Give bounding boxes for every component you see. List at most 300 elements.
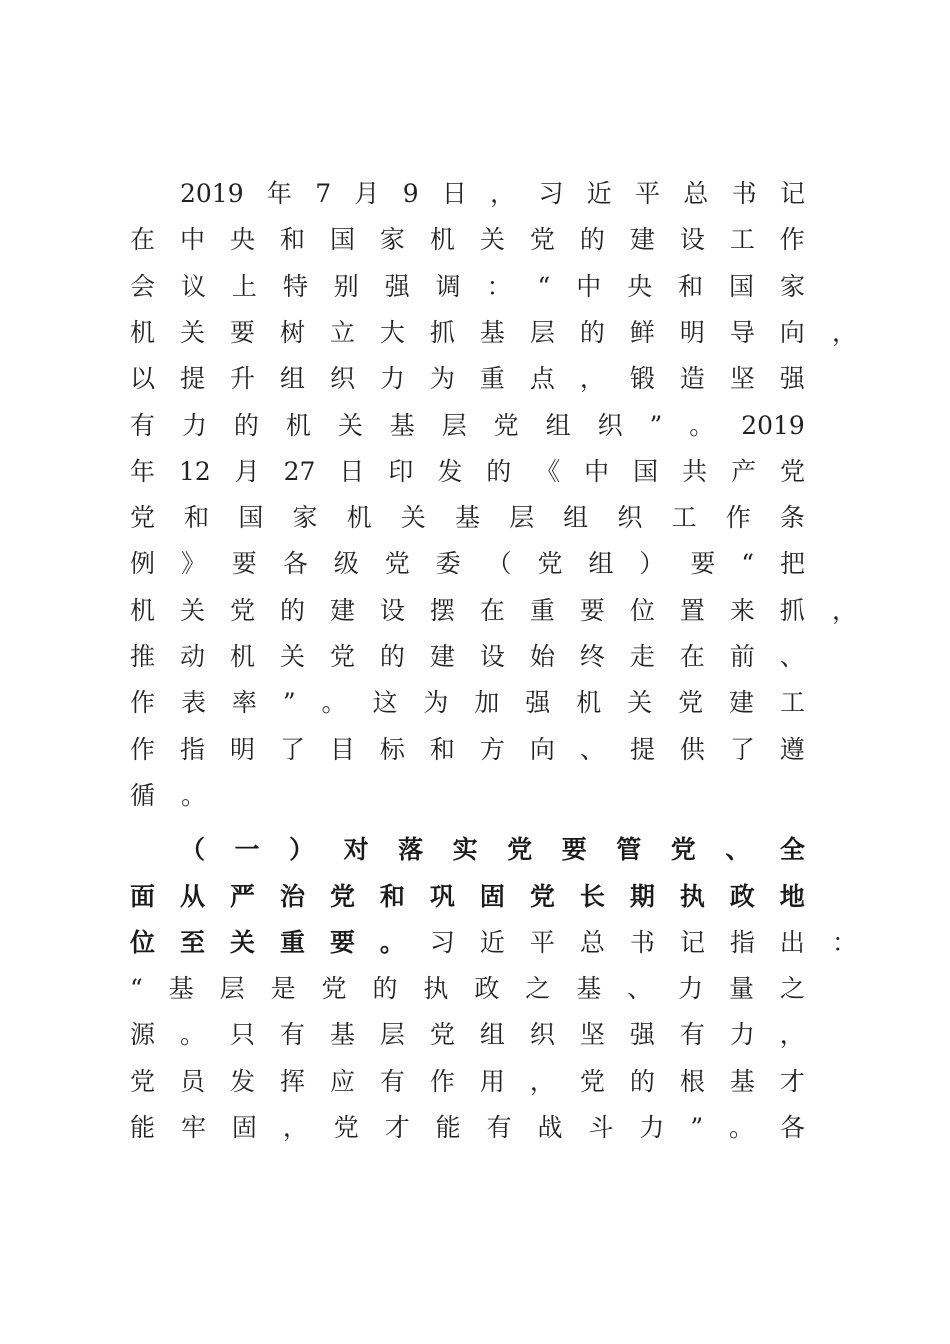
text-char: 作 (725, 503, 751, 533)
hanging-punctuation: ， (832, 595, 858, 625)
text-char: 党 (529, 881, 555, 911)
text-char: 对 (343, 835, 369, 865)
text-char: 书 (629, 927, 655, 957)
text-char: 前 (729, 642, 755, 671)
text-char: 工 (729, 225, 755, 255)
text-char: 和 (379, 881, 405, 911)
text-char: 党 (493, 410, 519, 440)
text-char: 发 (229, 1066, 255, 1096)
text-char: 严 (229, 881, 255, 911)
text-char: “ (741, 549, 755, 579)
text-char: 作 (779, 225, 805, 255)
text-char: 党 (130, 503, 156, 533)
text-char: 党 (130, 1066, 156, 1096)
text-char: 设 (379, 595, 405, 625)
text-char: 指 (729, 927, 755, 957)
text-char: 走 (629, 642, 655, 671)
text-char: 落 (398, 835, 424, 865)
text-char: 日 (441, 179, 467, 208)
text-char: 年 (266, 179, 292, 208)
text-char: 提 (179, 364, 205, 394)
text-char: 的 (579, 225, 605, 255)
text-char: 的 (579, 317, 605, 347)
text-char: 记 (779, 179, 805, 208)
text-char: 基 (479, 317, 505, 347)
text-char: 大 (379, 317, 405, 347)
text-char: 总 (579, 927, 605, 957)
text-char: 党 (579, 1066, 605, 1096)
text-char: 源 (130, 1020, 156, 1050)
text-char: 家 (779, 271, 805, 301)
text-char: 书 (731, 179, 757, 208)
text-char: 强 (629, 1020, 655, 1050)
text-char: 级 (333, 549, 359, 579)
text-char: ” (649, 410, 663, 440)
text-char: 的 (379, 642, 405, 671)
text-char: 机 (429, 225, 455, 255)
text-char: 。 (379, 927, 405, 957)
text-char: 至 (179, 927, 205, 957)
text-char: 明 (229, 734, 255, 764)
text-char: 用 (479, 1066, 505, 1096)
text-char: 固 (479, 881, 505, 911)
text-char: 党 (537, 549, 563, 579)
text-char: 加 (474, 688, 500, 718)
text-char: 这 (372, 688, 398, 718)
text-char: 组 (479, 1020, 505, 1050)
text-char: 月 (234, 456, 260, 486)
text-char: 执 (423, 974, 449, 1004)
hanging-punctuation: ， (832, 317, 858, 347)
text-char: 记 (679, 927, 705, 957)
text-char: 会 (130, 271, 156, 301)
text-char: 是 (270, 974, 296, 1004)
text-char: 总 (683, 179, 709, 208)
text-char: 始 (529, 642, 555, 671)
text-char: 党 (529, 225, 555, 255)
text-char: 把 (779, 549, 805, 579)
text-char: 力 (379, 364, 405, 394)
text-char: 为 (423, 688, 449, 718)
text-char: 巩 (429, 881, 455, 911)
text-char: 家 (379, 225, 405, 255)
text-char: 党 (229, 595, 255, 625)
text-char: 家 (292, 503, 318, 533)
text-char: 建 (629, 225, 655, 255)
text-char: 全 (779, 835, 805, 865)
text-char: 要 (561, 835, 587, 865)
text-char: 治 (279, 881, 305, 911)
text-char: ） (639, 549, 665, 579)
text-char: 之 (779, 974, 805, 1004)
text-char: 2019 (741, 410, 805, 440)
text-char: 关 (400, 503, 426, 533)
text-char: 党 (321, 974, 347, 1004)
text-char: 推 (130, 642, 156, 671)
text-char: 党 (329, 642, 355, 671)
text-char: 印 (388, 456, 414, 486)
text-line (130, 500, 805, 536)
text-char: 表 (180, 688, 206, 718)
text-char: 国 (329, 225, 355, 255)
text-char: 党 (429, 1020, 455, 1050)
text-line (130, 639, 805, 675)
text-char: ， (490, 179, 516, 208)
text-char: ： (486, 271, 512, 301)
text-char: 摆 (429, 595, 455, 625)
text-char: 关 (337, 410, 363, 440)
text-char: 《 (535, 456, 561, 486)
text-char: 层 (219, 974, 245, 1004)
text-char: ， (779, 1020, 805, 1050)
text-char: 中 (576, 271, 602, 301)
text-char: 党 (779, 456, 805, 486)
text-char: 要 (229, 317, 255, 347)
text-char: 在 (130, 225, 156, 255)
text-char: 应 (329, 1066, 355, 1096)
text-char: 牢 (180, 1113, 206, 1142)
text-char: 遵 (779, 734, 805, 764)
text-char: 平 (635, 179, 661, 208)
text-line (130, 1110, 805, 1146)
text-char: 斗 (588, 1113, 614, 1142)
text-char: 有 (130, 410, 156, 440)
text-char: 平 (529, 927, 555, 957)
text-char: 地 (779, 881, 805, 911)
text-char: 为 (429, 364, 455, 394)
text-char: 率 (231, 688, 257, 718)
text-char: 来 (729, 595, 755, 625)
text-char: 条 (779, 503, 805, 533)
text-char: 例 (130, 549, 156, 579)
text-char: 关 (229, 927, 255, 957)
text-char: 面 (130, 881, 156, 911)
text-char: 基 (729, 1066, 755, 1096)
text-char: 要 (579, 595, 605, 625)
text-char: 终 (579, 642, 605, 671)
text-char: 组 (588, 549, 614, 579)
text-char: 出 (779, 927, 805, 957)
text-char: 提 (629, 734, 655, 764)
text-char: 作 (130, 734, 156, 764)
text-char: 位 (629, 595, 655, 625)
text-line (130, 778, 805, 814)
text-char: 设 (479, 642, 505, 671)
text-line (130, 593, 805, 629)
text-char: 。 (321, 688, 347, 718)
text-char: 组 (545, 410, 571, 440)
text-char: 党 (384, 549, 410, 579)
text-char: 的 (486, 456, 512, 486)
text-char: 强 (779, 364, 805, 394)
text-char: 指 (179, 734, 205, 764)
text-char: 在 (479, 595, 505, 625)
text-line (130, 971, 805, 1007)
text-char: 目 (329, 734, 355, 764)
text-char: 基 (329, 1020, 355, 1050)
text-char: 机 (285, 410, 311, 440)
text-char: 基 (576, 974, 602, 1004)
text-char: 12 (178, 456, 211, 486)
text-char: 要 (231, 549, 257, 579)
text-char: 明 (679, 317, 705, 347)
text-char: 中 (584, 456, 610, 486)
text-char: 能 (130, 1113, 156, 1142)
text-char: 抓 (429, 317, 455, 347)
text-char: 近 (586, 179, 612, 208)
text-char: 才 (779, 1066, 805, 1096)
text-line (130, 546, 805, 582)
text-char: 力 (181, 410, 207, 440)
text-line (180, 832, 805, 868)
text-char: ” (690, 1113, 704, 1142)
text-char: 2019 (180, 179, 244, 208)
text-char: 强 (525, 688, 551, 718)
text-char: 只 (229, 1020, 255, 1050)
text-char: 关 (279, 642, 305, 671)
text-char: ） (289, 835, 315, 865)
text-char: 长 (579, 881, 605, 911)
text-char: 关 (179, 317, 205, 347)
text-char: 央 (229, 225, 255, 255)
text-char: 产 (731, 456, 757, 486)
text-char: 发 (437, 456, 463, 486)
text-char: 有 (379, 1066, 405, 1096)
text-char: 。 (179, 1020, 205, 1050)
text-char: 工 (779, 688, 805, 718)
text-char: 党 (507, 835, 533, 865)
text-char: 层 (379, 1020, 405, 1050)
text-line (130, 925, 805, 961)
text-char: 作 (429, 1066, 455, 1096)
text-char: 力 (678, 974, 704, 1004)
text-char: 织 (329, 364, 355, 394)
text-char: 中 (179, 225, 205, 255)
text-char: 日 (339, 456, 365, 486)
text-line (130, 222, 805, 258)
text-char: 根 (679, 1066, 705, 1096)
text-char: 层 (509, 503, 535, 533)
text-line (130, 685, 805, 721)
text-char: 7 (315, 179, 332, 208)
text-char: 鲜 (629, 317, 655, 347)
text-char: 、 (579, 734, 605, 764)
text-line (130, 315, 805, 351)
text-char: ” (282, 688, 296, 718)
text-char: （ (486, 549, 512, 579)
text-char: 调 (435, 271, 461, 301)
text-char: 上 (231, 271, 257, 301)
text-char: 各 (282, 549, 308, 579)
text-char: “ (130, 974, 143, 1004)
text-char: 、 (779, 642, 805, 671)
text-char: 和 (279, 225, 305, 255)
text-char: 升 (229, 364, 255, 394)
text-char: 重 (479, 364, 505, 394)
text-char: 作 (130, 688, 156, 718)
text-char: 国 (238, 503, 264, 533)
text-char: 27 (283, 456, 316, 486)
text-char: 的 (279, 595, 305, 625)
text-char: 导 (729, 317, 755, 347)
text-char: 、 (627, 974, 653, 1004)
text-char: 建 (429, 642, 455, 671)
text-char: 关 (627, 688, 653, 718)
text-char: 委 (435, 549, 461, 579)
text-char: 坚 (729, 364, 755, 394)
hanging-punctuation: ： (832, 927, 858, 957)
text-char: 基 (454, 503, 480, 533)
text-char: 动 (179, 642, 205, 671)
text-char: 了 (279, 734, 305, 764)
text-char: 机 (130, 595, 156, 625)
text-char: 国 (633, 456, 659, 486)
text-char: 要 (329, 927, 355, 957)
text-char: 有 (279, 1020, 305, 1050)
text-char: 机 (346, 503, 372, 533)
text-char: 政 (474, 974, 500, 1004)
text-char: 位 (130, 927, 156, 957)
text-char: 国 (729, 271, 755, 301)
text-char: 方 (479, 734, 505, 764)
text-char: 习 (429, 927, 455, 957)
text-char: 共 (682, 456, 708, 486)
text-char: 树 (279, 317, 305, 347)
text-char: 设 (679, 225, 705, 255)
text-char: 。 (689, 410, 715, 440)
text-char: 政 (729, 881, 755, 911)
text-char: 有 (679, 1020, 705, 1050)
text-char: 工 (671, 503, 697, 533)
text-char: 建 (729, 688, 755, 718)
text-char: 抓 (779, 595, 805, 625)
text-char: 基 (168, 974, 194, 1004)
text-char: 锻 (629, 364, 655, 394)
text-char: 党 (670, 835, 696, 865)
text-char: 供 (679, 734, 705, 764)
text-char: 管 (616, 835, 642, 865)
text-char: “ (537, 271, 551, 301)
text-char: 关 (479, 225, 505, 255)
text-char: 循 (130, 780, 156, 810)
text-char: 在 (679, 642, 705, 671)
text-line (180, 176, 805, 212)
text-char: 的 (372, 974, 398, 1004)
text-line (130, 269, 805, 305)
text-char: 量 (729, 974, 755, 1004)
text-char: 、 (725, 835, 751, 865)
text-char: 了 (729, 734, 755, 764)
text-char: 实 (452, 835, 478, 865)
text-char: 织 (597, 410, 623, 440)
text-char: （ (180, 835, 206, 865)
text-char: 期 (629, 881, 655, 911)
text-char: 战 (537, 1113, 563, 1142)
text-char: 。 (181, 780, 207, 810)
text-char: 党 (329, 881, 355, 911)
text-char: 》 (180, 549, 206, 579)
text-line (130, 1017, 805, 1053)
text-char: 央 (627, 271, 653, 301)
text-line (130, 408, 805, 444)
text-char: 才 (384, 1113, 410, 1142)
text-char: ， (529, 1066, 555, 1096)
text-char: 固 (231, 1113, 257, 1142)
text-line (130, 454, 805, 490)
text-char: 层 (529, 317, 555, 347)
text-char: 和 (678, 271, 704, 301)
text-char: ， (579, 364, 605, 394)
text-char: 组 (563, 503, 589, 533)
text-char: 年 (130, 456, 156, 486)
text-char: 向 (529, 734, 555, 764)
text-char: 9 (402, 179, 419, 208)
text-char: 以 (130, 364, 156, 394)
text-char: 一 (234, 835, 260, 865)
text-char: 和 (184, 503, 210, 533)
text-char: 力 (729, 1020, 755, 1050)
text-char: 基 (389, 410, 415, 440)
text-char: 织 (617, 503, 643, 533)
text-char: 层 (441, 410, 467, 440)
text-char: 织 (529, 1020, 555, 1050)
text-char: 要 (690, 549, 716, 579)
text-line (130, 1064, 805, 1100)
text-line (130, 879, 805, 915)
text-char: 的 (233, 410, 259, 440)
text-char: 。 (729, 1113, 755, 1142)
text-char: 立 (329, 317, 355, 347)
text-char: 挥 (279, 1066, 305, 1096)
text-char: 议 (180, 271, 206, 301)
text-char: ， (282, 1113, 308, 1142)
text-line (130, 732, 805, 768)
text-char: 执 (679, 881, 705, 911)
text-char: 置 (679, 595, 705, 625)
text-char: 之 (525, 974, 551, 1004)
text-char: 近 (479, 927, 505, 957)
text-char: 员 (179, 1066, 205, 1096)
text-char: 别 (333, 271, 359, 301)
text-char: 党 (678, 688, 704, 718)
text-char: 力 (639, 1113, 665, 1142)
text-char: 有 (486, 1113, 512, 1142)
text-char: 党 (333, 1113, 359, 1142)
text-char: 造 (679, 364, 705, 394)
text-char: 和 (429, 734, 455, 764)
text-char: 重 (279, 927, 305, 957)
text-char: 强 (384, 271, 410, 301)
text-char: 机 (576, 688, 602, 718)
text-char: 各 (779, 1113, 805, 1142)
text-char: 向 (779, 317, 805, 347)
text-char: 能 (435, 1113, 461, 1142)
text-char: 关 (179, 595, 205, 625)
text-char: 建 (329, 595, 355, 625)
text-char: 机 (229, 642, 255, 671)
text-char: 标 (379, 734, 405, 764)
text-char: 点 (529, 364, 555, 394)
text-char: 习 (538, 179, 564, 208)
text-char: 组 (279, 364, 305, 394)
text-char: 的 (629, 1066, 655, 1096)
text-char: 机 (130, 317, 156, 347)
text-char: 特 (282, 271, 308, 301)
text-line (130, 361, 805, 397)
text-char: 月 (354, 179, 380, 208)
text-char: 从 (179, 881, 205, 911)
text-char: 坚 (579, 1020, 605, 1050)
